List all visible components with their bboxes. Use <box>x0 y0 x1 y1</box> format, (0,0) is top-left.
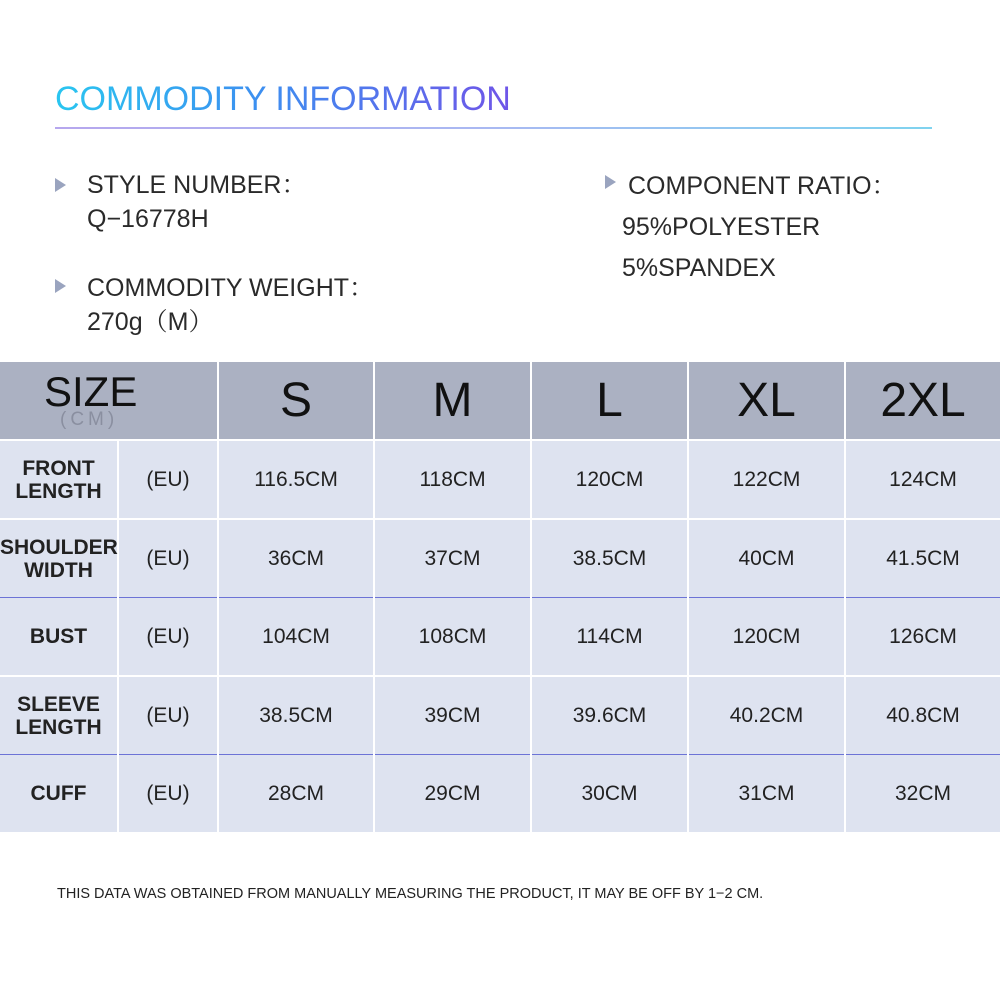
table-cell: 39CM <box>374 676 531 755</box>
table-cell: 122CM <box>688 440 845 519</box>
row-name-sleeve-length <box>0 676 118 755</box>
size-chart-table <box>0 362 1000 832</box>
measurement-disclaimer: THIS DATA WAS OBTAINED FROM MANUALLY MEASURING THE PRODUCT, IT MAY BE OFF BY 1−2 CM. <box>57 886 764 902</box>
style-number-value: Q−16778H <box>87 205 209 233</box>
row-name-line: FRONT <box>22 456 95 480</box>
commodity-weight-block <box>87 271 374 339</box>
page-title: COMMODITY INFORMATION <box>55 80 511 118</box>
table-cell: 120CM <box>531 440 688 519</box>
table-cell: 120CM <box>688 598 845 677</box>
size-header-cell <box>0 362 218 440</box>
table-cell: 32CM <box>845 755 1000 833</box>
component-ratio-value-1: 95%POLYESTER <box>622 213 821 241</box>
table-cell: 40.2CM <box>688 676 845 755</box>
table-cell: 40.8CM <box>845 676 1000 755</box>
row-name-line: LENGTH <box>15 715 102 739</box>
table-cell: 114CM <box>531 598 688 677</box>
table-row <box>0 519 1000 598</box>
row-name-line: SHOULDER <box>0 535 118 559</box>
table-cell: 37CM <box>374 519 531 598</box>
size-unit: (CM) <box>60 408 119 430</box>
component-ratio-block <box>622 166 897 289</box>
row-name-line: LENGTH <box>15 479 102 503</box>
component-ratio-value-2: 5%SPANDEX <box>622 254 776 282</box>
title-underline <box>55 127 932 129</box>
row-name-line: CUFF <box>30 782 87 805</box>
size-column-header: M <box>374 362 531 440</box>
size-column-header: L <box>531 362 688 440</box>
table-cell: 126CM <box>845 598 1000 677</box>
size-column-header: S <box>218 362 374 440</box>
row-unit: (EU) <box>118 519 218 598</box>
size-column-header: XL <box>688 362 845 440</box>
table-cell: 108CM <box>374 598 531 677</box>
table-cell: 29CM <box>374 755 531 833</box>
table-cell: 118CM <box>374 440 531 519</box>
row-name-shoulder-width <box>0 519 118 598</box>
table-cell: 104CM <box>218 598 374 677</box>
table-row <box>0 598 1000 677</box>
row-unit: (EU) <box>118 676 218 755</box>
table-cell: 38.5CM <box>218 676 374 755</box>
row-name-bust <box>0 598 118 677</box>
table-row <box>0 676 1000 755</box>
style-number-label: STYLE NUMBER： <box>87 171 307 199</box>
table-cell: 31CM <box>688 755 845 833</box>
table-cell: 41.5CM <box>845 519 1000 598</box>
bullet-arrow-icon <box>605 175 616 189</box>
table-cell: 30CM <box>531 755 688 833</box>
table-cell: 124CM <box>845 440 1000 519</box>
table-cell: 116.5CM <box>218 440 374 519</box>
bullet-arrow-icon <box>55 279 66 293</box>
commodity-weight-value: 270g（M） <box>87 308 214 336</box>
size-column-header: 2XL <box>845 362 1000 440</box>
bullet-arrow-icon <box>55 178 66 192</box>
row-name-line: WIDTH <box>24 558 93 582</box>
row-name-cuff <box>0 755 118 833</box>
row-name-front-length <box>0 440 118 519</box>
table-cell: 38.5CM <box>531 519 688 598</box>
style-number-block <box>87 168 306 236</box>
row-name-line: BUST <box>29 625 88 648</box>
row-unit: (EU) <box>118 440 218 519</box>
commodity-weight-label: COMMODITY WEIGHT： <box>87 274 375 302</box>
row-name-line: SLEEVE <box>17 692 100 716</box>
row-unit: (EU) <box>118 755 218 833</box>
table-cell: 39.6CM <box>531 676 688 755</box>
table-row <box>0 755 1000 833</box>
component-ratio-label: COMPONENT RATIO： <box>628 172 897 200</box>
table-cell: 40CM <box>688 519 845 598</box>
table-cell: 28CM <box>218 755 374 833</box>
table-cell: 36CM <box>218 519 374 598</box>
row-unit: (EU) <box>118 598 218 677</box>
table-row <box>0 440 1000 519</box>
size-header-row <box>0 362 1000 440</box>
size-label: SIZE <box>44 367 138 415</box>
